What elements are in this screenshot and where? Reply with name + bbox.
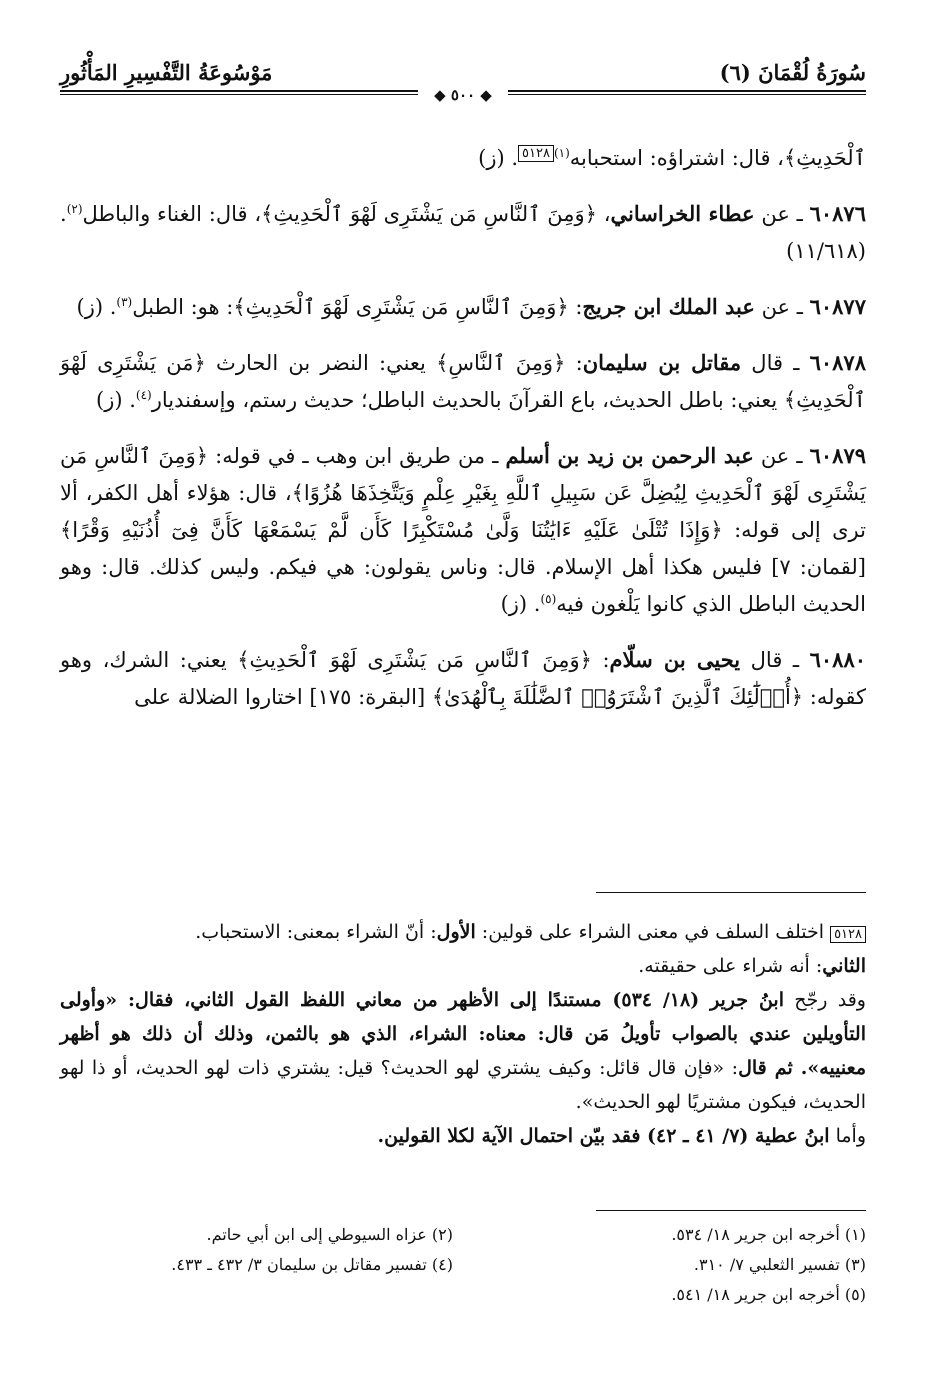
commentary-tag: ٥١٢٨ <box>518 145 554 162</box>
footnote-ref: (٤) <box>135 388 152 402</box>
footnote-4: (٤) تفسير مقاتل بن سليمان ٣/ ٤٣٢ ـ ٤٣٣. <box>171 1255 453 1274</box>
footnotes <box>60 1220 866 1310</box>
narration-60878 <box>60 344 866 419</box>
commentary-p2 <box>60 949 866 983</box>
paragraph-continuation <box>60 140 866 177</box>
footnote-3: (٣) تفسير الثعلبي ٧/ ٣١٠. <box>693 1255 866 1274</box>
commentary-block <box>60 915 866 1153</box>
narration-60877 <box>60 288 866 326</box>
footnote-ref: (٥) <box>540 592 557 606</box>
narration-lead: ـ عن <box>754 202 810 226</box>
narrator-name: عطاء الخراساني <box>610 201 755 226</box>
page-number: ◆ ٥٠٠ ◆ <box>418 86 508 104</box>
narration-number: ٦٠٨٧٨ <box>809 350 866 375</box>
main-text <box>60 140 866 734</box>
narration-60879 <box>60 437 866 623</box>
page <box>60 50 866 1340</box>
commentary-p1 <box>60 915 866 949</box>
commentary-bold: ابنُ عطية <box>755 1125 830 1147</box>
surah-title: سُورَةُ لُقْمَانَ (٦) <box>719 60 866 85</box>
narration-60876 <box>60 195 866 270</box>
narration-number: ٦٠٨٨٠ <box>809 647 867 672</box>
commentary-text: (٧/ ٤١ ـ ٤٢) فقد بيّن احتمال الآية لكلا القولين. <box>377 1125 756 1147</box>
page-number-text: ٥٠٠ <box>450 86 476 104</box>
narration-tail: . (ز) <box>500 592 541 616</box>
narration-lead: ـ قال <box>740 648 810 672</box>
commentary-text: : أنّ الشراء بمعنى: الاستحباب. <box>195 921 437 943</box>
narration-number: ٦٠٨٧٧ <box>809 294 866 319</box>
footnote-separator <box>596 1210 866 1211</box>
narration-text: ـ من طريق ابن وهب ـ في قوله: ﴿وَمِنَ ٱلنَّاسِ مَن يَشْتَرِى لَهْوَ ٱلْحَدِيثِ لِيُضِلَّ عَن سَبِيلِ ٱللَّهِ بِغَيْرِ عِلْمٍ وَيَتَّخِذَهَا هُزُوًا﴾، قال: هؤلاء أهل الكفر، ألا ترى إلى قوله: ﴿وَإِذَا تُتْلَىٰ عَلَيْهِ ءَايَٰتُنَا وَلَّىٰ مُسْتَكْبِرًا كَأَن لَّمْ يَسْمَعْهَا كَأَنَّ فِىٓ أُذُنَيْهِ وَقْرًا﴾ [لقمان: ٧] فليس هكذا أهل الإسلام. قال: وناس يقولون: هي فيكم. وليس كذلك. قال: وهو الحديث الباطل الذي كانوا يَلْغون فيه <box>60 444 866 616</box>
narrator-name: عبد الملك ابن جريج <box>582 294 755 319</box>
commentary-text: وقد رجّح <box>783 989 866 1011</box>
commentary-bold: قال <box>738 1057 767 1079</box>
narration-text: ، ﴿وَمِنَ ٱلنَّاسِ مَن يَشْتَرِى لَهْوَ ٱلْحَدِيثِ﴾، قال: الغناء والباطل <box>82 202 611 226</box>
commentary-text: : «فإن قال قائل: وكيف يشتري لهو الحديث؟ قيل: يشتري ذات لهو الحديث، أو ذا لهو الحديث، فيكون مشتريًا لهو الحديث». <box>60 1057 866 1113</box>
commentary-text: وأما <box>829 1125 866 1147</box>
commentary-bold: الثاني <box>822 955 866 977</box>
footnote-1: (١) أخرجه ابن جرير ١٨/ ٥٣٤. <box>671 1225 866 1244</box>
narration-number: ٦٠٨٧٦ <box>809 201 866 226</box>
commentary-text: (١٨/ ٥٣٤) مستندًا إلى الأظهر من معاني اللفظ القول الثاني، فقال: «وأولى التأويلين عندي بالصواب تأويلُ مَن قال: معناه: الشراء، الذي هو بالثمن، وذلك أن ذلك هو أظهر معنييه». ثم <box>60 989 866 1079</box>
narrator-name: عبد الرحمن بن زيد بن أسلم <box>505 443 754 468</box>
footnote-ref: (٢) <box>66 202 83 216</box>
commentary-bold: ابنُ جرير <box>710 989 784 1011</box>
narration-tail: . (ز) <box>76 295 117 319</box>
narration-text: : ﴿وَمِنَ ٱلنَّاسِ مَن يَشْتَرِى لَهْوَ ٱلْحَدِيثِ﴾ يعني: الشرك، وهو كقوله: ﴿أُو۟لَٰٓئِكَ ٱلَّذِينَ ٱشْتَرَوُا۟ ٱلضَّلَٰلَةَ بِٱلْهُدَىٰ﴾ [البقرة: ١٧٥] اختاروا الضلالة على <box>60 648 866 709</box>
book-title: مَوْسُوعَةُ التَّفْسِيرِ المَأْثُورِ <box>60 60 273 85</box>
footnote-ref: (٣) <box>116 295 133 309</box>
footnote-2: (٢) عزاه السيوطي إلى ابن أبي حاتم. <box>206 1225 453 1244</box>
para-tail: . (ز) <box>478 146 519 170</box>
commentary-p3 <box>60 983 866 1119</box>
narrator-name: مقاتل بن سليمان <box>582 350 742 375</box>
narration-tail: . (ز) <box>96 388 136 412</box>
narration-lead: ـ قال <box>741 351 810 375</box>
footnote-ref: (١) <box>553 146 570 160</box>
commentary-bold: الأول <box>436 921 476 943</box>
narration-tail: . (١١/٦١٨) <box>60 202 866 263</box>
narration-text: : ﴿وَمِنَ ٱلنَّاسِ مَن يَشْتَرِى لَهْوَ ٱلْحَدِيثِ﴾: هو: الطبل <box>132 295 583 319</box>
narration-lead: ـ عن <box>754 295 810 319</box>
narration-text: : ﴿وَمِنَ ٱلنَّاسِ﴾ يعني: النضر بن الحارث ﴿مَن يَشْتَرِى لَهْوَ ٱلْحَدِيثِ﴾ يعني: باطل الحديث، باع القرآنَ بالحديث الباطل؛ حديث رستم، وإسفنديار <box>60 351 866 412</box>
narration-lead: ـ عن <box>753 444 810 468</box>
narration-60880 <box>60 641 866 716</box>
para-text: ٱلْحَدِيثِ﴾، قال: اشتراؤه: استحبابه <box>569 146 866 170</box>
narrator-name: يحيى بن سلّام <box>609 647 741 672</box>
commentary-p4 <box>60 1119 866 1153</box>
footnote-5: (٥) أخرجه ابن جرير ١٨/ ٥٤١. <box>671 1285 866 1304</box>
narration-number: ٦٠٨٧٩ <box>809 443 867 468</box>
commentary-text: اختلف السلف في معنى الشراء على قولين: <box>475 921 831 943</box>
running-header <box>60 50 866 90</box>
commentary-separator <box>596 892 866 893</box>
commentary-text: : أنه شراء على حقيقته. <box>638 955 823 977</box>
commentary-tag: ٥١٢٨ <box>830 926 866 943</box>
